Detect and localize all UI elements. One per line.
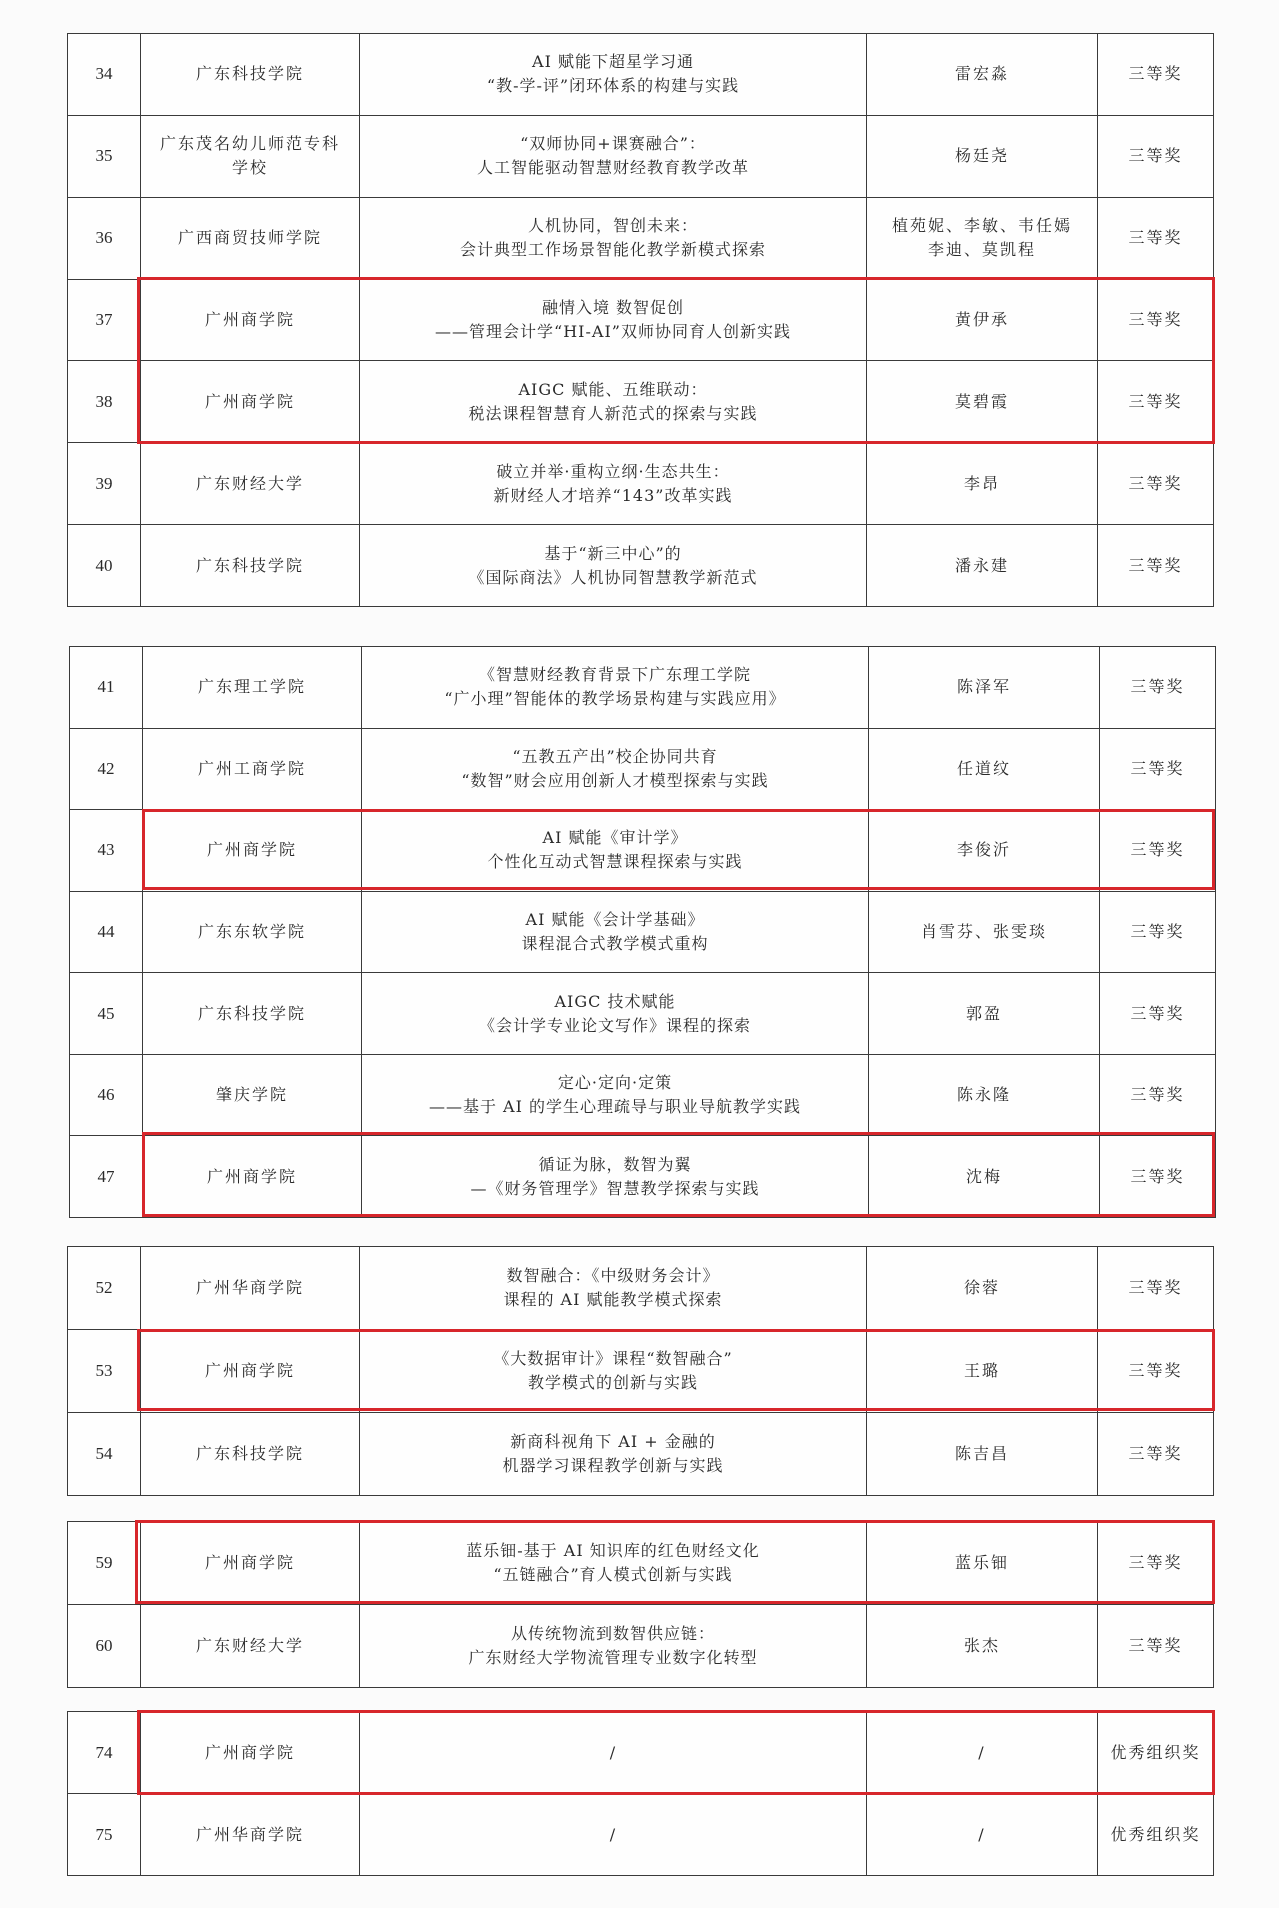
row-number: 41 — [70, 647, 143, 729]
school-name-line: 广东科技学院 — [195, 64, 304, 84]
project-title-line: AI 赋能《会计学基础》 — [525, 909, 705, 929]
person-names-line: 杨廷尧 — [954, 146, 1009, 166]
award-level: 三等奖 — [1100, 973, 1216, 1055]
project-title — [360, 1712, 867, 1794]
award-level: 优秀组织奖 — [1098, 1794, 1214, 1876]
project-title-line: 《智慧财经教育背景下广东理工学院 — [478, 665, 751, 685]
school-name — [143, 1136, 362, 1218]
person-names — [869, 1136, 1100, 1218]
award-level: 三等奖 — [1100, 810, 1216, 892]
project-title — [360, 279, 867, 361]
award-level: 三等奖 — [1100, 891, 1216, 973]
person-names — [867, 525, 1098, 607]
project-title-line: 从传统物流到数智供应链： — [510, 1624, 715, 1643]
school-name — [143, 810, 362, 892]
table-row — [68, 1605, 1214, 1688]
person-names-line: 肖雪芬、张雯琰 — [920, 921, 1047, 941]
school-name — [141, 115, 360, 197]
school-name — [141, 1247, 360, 1330]
row-number: 47 — [70, 1136, 143, 1218]
row-number: 52 — [68, 1247, 141, 1330]
award-level: 优秀组织奖 — [1098, 1712, 1214, 1794]
project-title-line: 教学模式的创新与实践 — [527, 1373, 698, 1392]
award-level: 三等奖 — [1098, 279, 1214, 361]
project-title-line: 人机协同，智创未来： — [527, 216, 698, 236]
person-names-line: 雷宏淼 — [954, 64, 1009, 84]
person-names — [867, 279, 1098, 361]
award-level: 三等奖 — [1098, 34, 1214, 116]
table-row — [70, 891, 1216, 973]
school-name — [143, 728, 362, 810]
award-level: 三等奖 — [1098, 1522, 1214, 1605]
award-level: 三等奖 — [1098, 115, 1214, 197]
school-name-line: 广州商学院 — [204, 1553, 295, 1572]
project-title-line: “双师协同+课赛融合”： — [520, 134, 706, 154]
table-row — [68, 1712, 1214, 1794]
row-number: 37 — [68, 279, 141, 361]
project-title-line: 蓝乐钿-基于 AI 知识库的红色财经文化 — [466, 1541, 760, 1560]
row-number: 75 — [68, 1794, 141, 1876]
project-title — [360, 1247, 867, 1330]
school-name — [141, 279, 360, 361]
row-number: 35 — [68, 115, 141, 197]
project-title — [362, 728, 869, 810]
row-number: 53 — [68, 1330, 141, 1413]
table-row — [68, 525, 1214, 607]
project-title-line: 《国际商法》人机协同智慧教学新范式 — [468, 567, 758, 587]
person-names — [869, 810, 1100, 892]
table-row — [68, 1413, 1214, 1496]
person-names-line: 黄伊承 — [954, 309, 1009, 329]
school-name — [141, 1330, 360, 1413]
school-name-line: 广州工商学院 — [197, 758, 306, 778]
project-title-line: 定心·定向·定策 — [557, 1073, 673, 1093]
project-title-line: —《财务管理学》智慧教学探索与实践 — [470, 1178, 760, 1198]
school-name-line: 肇庆学院 — [215, 1085, 288, 1105]
row-number: 42 — [70, 728, 143, 810]
project-title-line: 数智融合：《中级财务会计》 — [506, 1266, 720, 1285]
person-names-line: / — [978, 1824, 986, 1844]
project-title-line: 循证为脉，数智为翼 — [538, 1154, 692, 1174]
school-name-line: 广州商学院 — [206, 1166, 297, 1186]
person-names-line: 沈梅 — [965, 1166, 1002, 1186]
school-name-line: 广东茂名幼儿师范专科 — [159, 134, 340, 154]
table-row — [68, 361, 1214, 443]
school-name-line: 广州商学院 — [204, 1742, 295, 1762]
project-title — [362, 810, 869, 892]
award-level: 三等奖 — [1100, 1054, 1216, 1136]
award-level: 三等奖 — [1100, 1136, 1216, 1218]
row-number: 60 — [68, 1605, 141, 1688]
project-title-line: ——管理会计学“HI-AI”双师协同育人创新实践 — [435, 321, 791, 341]
project-title-line: 税法课程智慧育人新范式的探索与实践 — [468, 403, 758, 423]
project-title-line: AIGC 技术赋能 — [554, 991, 676, 1011]
project-title-line: 机器学习课程教学创新与实践 — [502, 1456, 724, 1475]
table-row — [68, 1330, 1214, 1413]
school-name-line: 广东科技学院 — [195, 1444, 304, 1463]
project-title — [360, 361, 867, 443]
project-title — [362, 891, 869, 973]
school-name — [141, 197, 360, 279]
project-title — [362, 647, 869, 729]
school-name — [141, 34, 360, 116]
table-row — [70, 1136, 1216, 1218]
table-row — [68, 1794, 1214, 1876]
project-title-line: 《会计学专业论文写作》课程的探索 — [478, 1015, 751, 1035]
project-title — [360, 1413, 867, 1496]
project-title — [360, 1794, 867, 1876]
project-title-line: 新商科视角下 AI + 金融的 — [510, 1432, 716, 1451]
table-row — [70, 1054, 1216, 1136]
school-name-line: 广西商贸技师学院 — [177, 228, 322, 248]
award-level: 三等奖 — [1098, 1330, 1214, 1413]
project-title-line: / — [609, 1824, 617, 1844]
project-title-line: 人工智能驱动智慧财经教育教学改革 — [476, 158, 749, 178]
row-number: 74 — [68, 1712, 141, 1794]
row-number: 43 — [70, 810, 143, 892]
school-name — [143, 973, 362, 1055]
school-name — [141, 1794, 360, 1876]
row-number: 38 — [68, 361, 141, 443]
project-title-line: ——基于 AI 的学生心理疏导与职业导航教学实践 — [428, 1097, 802, 1117]
person-names — [869, 728, 1100, 810]
award-level: 三等奖 — [1098, 361, 1214, 443]
table-row — [68, 115, 1214, 197]
person-names — [867, 443, 1098, 525]
project-title-line: 融情入境 数智促创 — [541, 297, 685, 317]
school-name-line: 广东科技学院 — [195, 555, 304, 575]
person-names-line: 陈永隆 — [956, 1085, 1011, 1105]
school-name-line: 广东东软学院 — [197, 921, 306, 941]
school-name — [141, 1413, 360, 1496]
school-name-line: 广东理工学院 — [197, 677, 306, 697]
table-row — [68, 1522, 1214, 1605]
award-level: 三等奖 — [1100, 647, 1216, 729]
row-number: 59 — [68, 1522, 141, 1605]
person-names-line: 李俊沂 — [956, 840, 1011, 860]
project-title-line: 课程混合式教学模式重构 — [521, 933, 709, 953]
table-row — [68, 34, 1214, 116]
person-names — [867, 197, 1098, 279]
person-names-line: 李迪、莫凯程 — [927, 240, 1036, 260]
project-title — [360, 1605, 867, 1688]
project-title-line: 会计典型工作场景智能化教学新模式探索 — [459, 240, 766, 260]
row-number: 45 — [70, 973, 143, 1055]
school-name — [141, 1712, 360, 1794]
project-title-line: 基于“新三中心”的 — [544, 543, 682, 563]
table-row — [68, 1247, 1214, 1330]
row-number: 54 — [68, 1413, 141, 1496]
school-name — [141, 1605, 360, 1688]
award-table-1 — [67, 33, 1214, 607]
person-names — [867, 1712, 1098, 1794]
person-names-line: 任道纹 — [956, 758, 1011, 778]
school-name-line: 广州商学院 — [204, 391, 295, 411]
school-name-line: 广州商学院 — [204, 309, 295, 329]
table-row — [70, 810, 1216, 892]
person-names — [867, 1247, 1098, 1330]
project-title — [360, 443, 867, 525]
project-title — [360, 1522, 867, 1605]
person-names-line: 潘永建 — [954, 555, 1009, 575]
project-title-line: “五链融合”育人模式创新与实践 — [493, 1565, 733, 1584]
project-title-line: 个性化互动式智慧课程探索与实践 — [487, 852, 743, 872]
person-names-line: 徐蓉 — [963, 1278, 1000, 1297]
table-row — [68, 197, 1214, 279]
award-table-2 — [69, 646, 1216, 1218]
project-title-line: / — [609, 1742, 617, 1762]
project-title-line: 破立并举·重构立纲·生态共生： — [496, 461, 730, 481]
project-title-line: 广东财经大学物流管理专业数字化转型 — [468, 1648, 758, 1667]
school-name — [143, 1054, 362, 1136]
person-names — [867, 115, 1098, 197]
award-level: 三等奖 — [1098, 1413, 1214, 1496]
project-title-line: 课程的 AI 赋能教学模式探索 — [503, 1290, 723, 1309]
person-names-line: 陈泽军 — [956, 677, 1011, 697]
person-names-line: 郭盈 — [965, 1003, 1002, 1023]
person-names — [867, 1605, 1098, 1688]
project-title — [362, 1136, 869, 1218]
row-number: 39 — [68, 443, 141, 525]
project-title-line: 新财经人才培养“143”改革实践 — [493, 485, 733, 505]
project-title-line: “数智”财会应用创新人才模型探索与实践 — [461, 770, 769, 790]
person-names-line: 植苑妮、李敏、韦任嫣 — [891, 216, 1072, 236]
project-title — [360, 115, 867, 197]
award-level: 三等奖 — [1100, 728, 1216, 810]
person-names — [867, 1330, 1098, 1413]
table-row — [68, 443, 1214, 525]
person-names — [869, 647, 1100, 729]
project-title — [360, 1330, 867, 1413]
row-number: 46 — [70, 1054, 143, 1136]
school-name-line: 广州华商学院 — [195, 1824, 304, 1844]
table-row — [70, 973, 1216, 1055]
person-names — [867, 1522, 1098, 1605]
project-title-line: “教-学-评”闭环体系的构建与实践 — [486, 76, 740, 96]
table-row — [68, 279, 1214, 361]
person-names-line: 陈吉昌 — [954, 1444, 1009, 1463]
project-title-line: AI 赋能《审计学》 — [542, 828, 688, 848]
project-title — [360, 197, 867, 279]
person-names — [867, 1794, 1098, 1876]
school-name-line: 广州商学院 — [206, 840, 297, 860]
table-row — [70, 728, 1216, 810]
project-title-line: “广小理”智能体的教学场景构建与实践应用》 — [444, 689, 786, 709]
project-title-line: “五教五产出”校企协同共育 — [512, 746, 718, 766]
award-table-5 — [67, 1711, 1214, 1876]
project-title — [362, 1054, 869, 1136]
row-number: 36 — [68, 197, 141, 279]
table-row — [70, 647, 1216, 729]
school-name — [141, 443, 360, 525]
person-names-line: 王璐 — [963, 1361, 1000, 1380]
person-names — [869, 973, 1100, 1055]
project-title — [360, 34, 867, 116]
school-name — [141, 1522, 360, 1605]
person-names-line: 张杰 — [963, 1636, 1000, 1655]
school-name — [143, 647, 362, 729]
row-number: 44 — [70, 891, 143, 973]
project-title-line: 《大数据审计》课程“数智融合” — [493, 1349, 733, 1368]
project-title — [362, 973, 869, 1055]
person-names-line: 蓝乐钿 — [954, 1553, 1009, 1572]
school-name-line: 广东科技学院 — [197, 1003, 306, 1023]
school-name-line: 广东财经大学 — [195, 473, 304, 493]
person-names — [869, 1054, 1100, 1136]
row-number: 40 — [68, 525, 141, 607]
school-name — [141, 525, 360, 607]
award-table-4 — [67, 1521, 1214, 1688]
person-names — [869, 891, 1100, 973]
award-level: 三等奖 — [1098, 1247, 1214, 1330]
award-level: 三等奖 — [1098, 443, 1214, 525]
person-names — [867, 361, 1098, 443]
school-name — [143, 891, 362, 973]
person-names-line: 李昂 — [963, 473, 1000, 493]
project-title-line: AI 赋能下超星学习通 — [532, 52, 694, 72]
row-number: 34 — [68, 34, 141, 116]
person-names-line: 莫碧霞 — [954, 391, 1009, 411]
school-name-line: 广东财经大学 — [195, 1636, 304, 1655]
school-name-line: 广州华商学院 — [195, 1278, 304, 1297]
award-level: 三等奖 — [1098, 525, 1214, 607]
project-title — [360, 525, 867, 607]
school-name-line: 学校 — [231, 158, 268, 178]
person-names — [867, 1413, 1098, 1496]
person-names-line: / — [978, 1742, 986, 1762]
person-names — [867, 34, 1098, 116]
award-level: 三等奖 — [1098, 197, 1214, 279]
school-name-line: 广州商学院 — [204, 1361, 295, 1380]
award-table-3 — [67, 1246, 1214, 1496]
award-level: 三等奖 — [1098, 1605, 1214, 1688]
school-name — [141, 361, 360, 443]
project-title-line: AIGC 赋能、五维联动： — [518, 379, 708, 399]
